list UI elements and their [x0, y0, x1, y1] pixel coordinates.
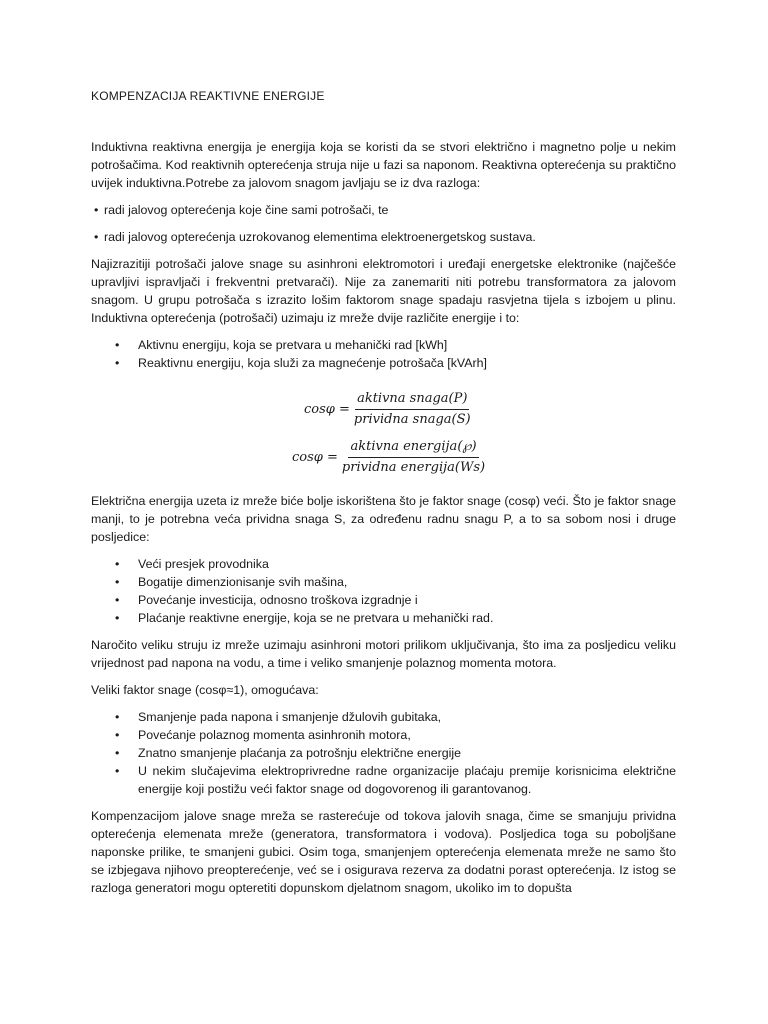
list-item-text: Smanjenje pada napona i smanjenje džulovih gubitaka, [138, 710, 442, 724]
reason-text: radi jalovog opterećenja uzrokovanog elementima elektroenergetskog sustava. [104, 230, 536, 244]
list-item-text: Aktivnu energiju, koja se pretvara u mehanički rad [kWh] [138, 338, 448, 352]
list-item-text: Povećanje polaznog momenta asinhronih motora, [138, 728, 411, 742]
list-item [91, 555, 676, 573]
bullet-icon: • [115, 611, 120, 625]
bullet-icon: • [115, 575, 120, 589]
document-body [91, 87, 676, 906]
list-item [91, 354, 676, 372]
bullet-icon: • [115, 557, 120, 571]
formula-lhs: cosφ = [292, 449, 338, 465]
formula-block [91, 390, 676, 482]
consequences-list [91, 555, 676, 627]
efficiency-paragraph: Električna energija uzeta iz mreže biće bolje iskorištena što je faktor snage (cosφ) veći. Što je faktor snage manji, to je potrebna veća prividna snaga S, za određenu radnu snagu P, a to sa sobom nosi i druge posljedice: [91, 494, 676, 544]
list-item [91, 762, 676, 798]
bullet-icon: • [115, 764, 120, 778]
formula-denominator: prividna snaga(S) [353, 412, 471, 427]
list-item-text: Veći presjek provodnika [138, 557, 269, 571]
consumers-paragraph: Najizrazitiji potrošači jalove snage su asinhroni elektromotori i uređaji energetske elektronike (najčešće upravljivi ispravljači i frekventni pretvarači). Nije za zanemariti niti potrebu transformatora za jalovom snagom. U grupu potrošača s izrazito lošim faktorom snage spadaju rasvjetna tijela s izbojem u plinu. Induktivna opterećenja (potrošači) uzimaju iz mreže dvije različite energije i to: [91, 257, 676, 325]
list-item [91, 726, 676, 744]
reason-item [94, 228, 676, 246]
formula-fraction [340, 438, 487, 477]
list-item [91, 591, 676, 609]
list-item-text: Znatno smanjenje plaćanja za potrošnju električne energije [138, 746, 462, 760]
energy-factor-formula [292, 438, 487, 477]
bullet-icon: • [115, 728, 120, 742]
reason-item [94, 201, 676, 219]
list-item [91, 573, 676, 591]
compensation-paragraph: Kompenzacijom jalove snage mreža se rasterećuje od tokova jalovih snaga, čime se smanjuju prividna opterećenja elemenata mreže (generatora, transformatora i vodova). Posljedica toga su poboljšane naponske prilike, te smanjeni gubici. Osim toga, smanjenjem opterećenja elemenata mreže ne samo što se izbjegava njihovo preopterećenje, već se i osigurava rezerva za dodatni porast opterećenja. Iz istog se razloga generatori mogu opteretiti dopunskom djelatnom snagom, ukoliko im to dopušta [91, 809, 676, 895]
bullet-icon: • [115, 338, 120, 352]
list-item [91, 744, 676, 762]
formula-numerator: aktivna snaga(P) [355, 390, 469, 410]
bullet-icon: • [115, 746, 120, 760]
enables-paragraph: Veliki faktor snage (cosφ≈1), omogućava: [91, 683, 319, 697]
bullet-icon: • [115, 593, 120, 607]
list-item-text: Povećanje investicija, odnosno troškova izgradnje i [138, 593, 418, 607]
formula-denominator: prividna energija(Ws) [341, 460, 486, 475]
bullet-icon: • [94, 203, 99, 217]
power-factor-formula [304, 390, 473, 429]
document-title: KOMPENZACIJA REAKTIVNE ENERGIJE [91, 89, 325, 103]
bullet-icon: • [115, 710, 120, 724]
formula-numerator: aktivna energija(℘) [348, 438, 478, 458]
benefits-list [91, 708, 676, 798]
list-item [91, 609, 676, 627]
energies-list [91, 336, 676, 372]
reason-text: radi jalovog opterećenja koje čine sami potrošači, te [104, 203, 389, 217]
formula-lhs: cosφ = [304, 401, 350, 417]
bullet-icon: • [94, 230, 99, 244]
list-item-text: Bogatije dimenzionisanje svih mašina, [138, 575, 348, 589]
formula-fraction [352, 390, 473, 429]
list-item-text: Plaćanje reaktivne energije, koja se ne pretvara u mehanički rad. [138, 611, 494, 625]
list-item-text: Reaktivnu energiju, koja služi za magnećenje potrošača [kVArh] [138, 356, 487, 370]
bullet-icon: • [115, 356, 120, 370]
intro-paragraph: Induktivna reaktivna energija je energija koja se koristi da se stvori električno i magnetno polje u nekim potrošačima. Kod reaktivnih opterećenja struja nije u fazi sa naponom. Reaktivna opterećenja su praktično uvijek induktivna.Potrebe za jalovom snagom javljaju se iz dva razloga: [91, 140, 676, 190]
motors-paragraph: Naročito veliku struju iz mreže uzimaju asinhroni motori prilikom uključivanja, što ima za posljedicu veliku vrijednost pad napona na vodu, a time i veliko smanjenje polaznog momenta motora. [91, 638, 676, 670]
list-item-text: U nekim slučajevima elektroprivredne radne organizacije plaćaju premije korisnicima električne energije koji postižu veći faktor snage od dogovorenog ili garantovanog. [138, 764, 676, 796]
list-item [91, 336, 676, 354]
list-item [91, 708, 676, 726]
